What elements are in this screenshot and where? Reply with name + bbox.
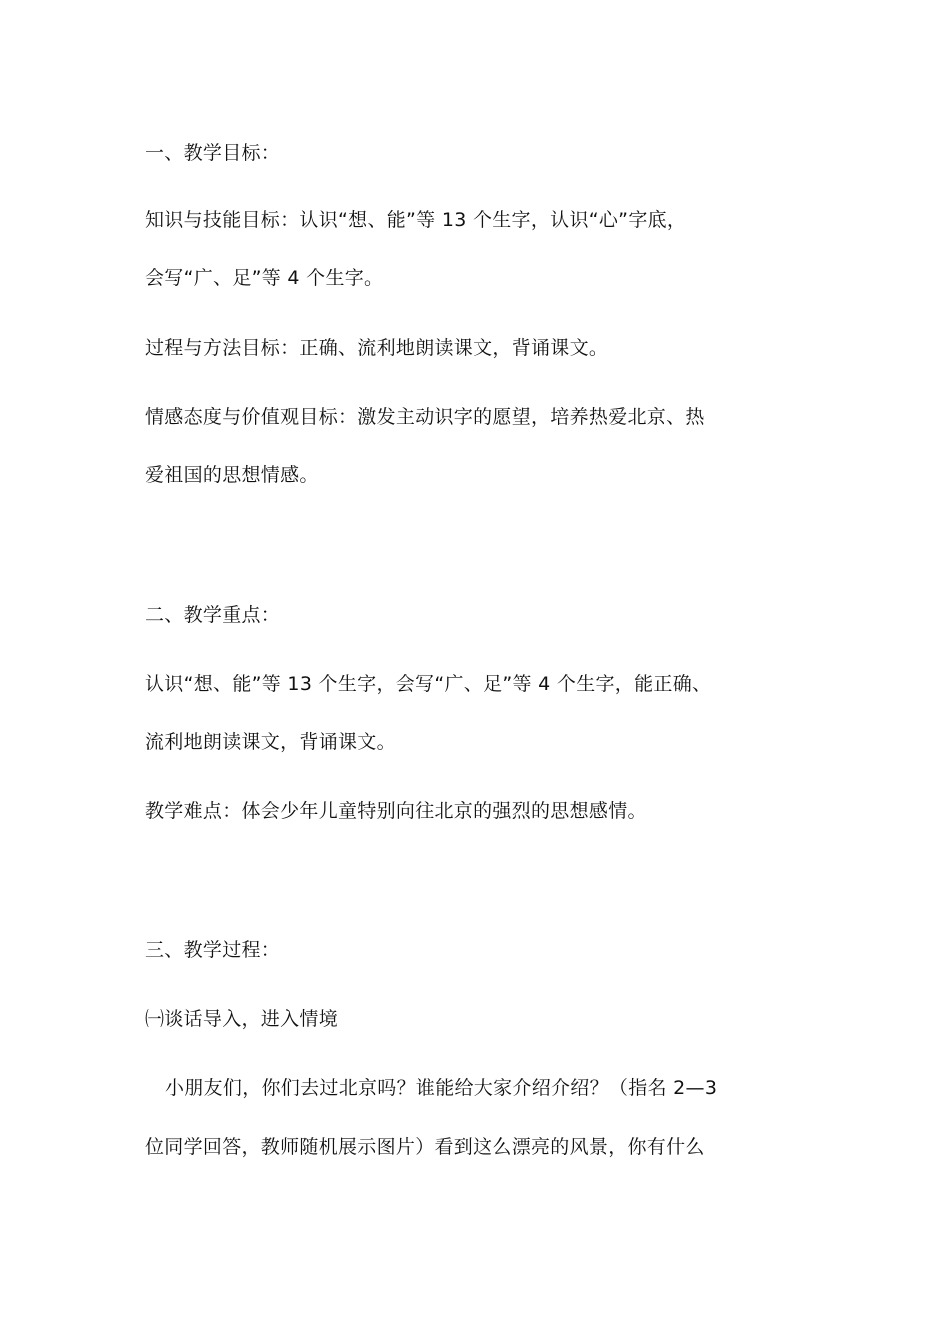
emotion-goal-line2: 爱祖国的思想情感。: [145, 464, 319, 486]
paragraph-line2: 位同学回答，教师随机展示图片）看到这么漂亮的风景，你有什么: [145, 1136, 705, 1158]
paragraph-line1: 小朋友们，你们去过北京吗？谁能给大家介绍介绍？（指名 2—3: [165, 1077, 718, 1099]
section3-heading: 三、教学过程：: [145, 939, 281, 961]
key-point-line2: 流利地朗读课文，背诵课文。: [145, 731, 396, 753]
knowledge-goal-line1: 知识与技能目标：认识“想、能”等 13 个生字，认识“心”字底，: [145, 209, 687, 231]
emotion-goal-line1: 情感态度与价值观目标：激发主动识字的愿望，培养热爱北京、热: [145, 406, 705, 428]
knowledge-goal-line2: 会写“广、足”等 4 个生字。: [145, 267, 384, 289]
step1-title: ㈠谈话导入，进入情境: [145, 1008, 339, 1030]
difficulty-point: 教学难点：体会少年儿童特别向往北京的强烈的思想感情。: [145, 800, 647, 822]
key-point-line1: 认识“想、能”等 13 个生字，会写“广、足”等 4 个生字，能正确、: [145, 673, 712, 695]
process-goal: 过程与方法目标：正确、流利地朗读课文，背诵课文。: [145, 337, 609, 359]
section2-heading: 二、教学重点：: [145, 604, 281, 626]
section1-heading: 一、教学目标：: [145, 142, 281, 164]
